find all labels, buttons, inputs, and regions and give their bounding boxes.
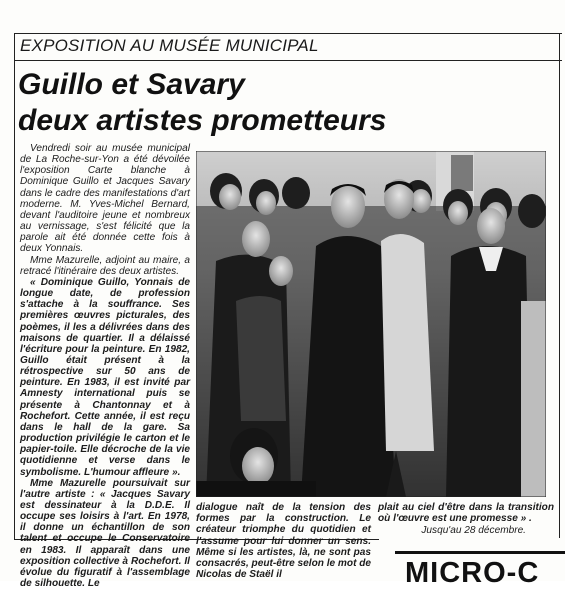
paragraph-savary-quote: Mme Mazurelle poursuivait sur l'autre artiste : « Jacques Savary est dessinateur à la D.D.E. Il occupe ses loisirs à l'art. En 1978, il donne un échantillon de son talent et occupe le Conservatoire en 1983. Il apparaît dans une exposition collective à Rochefort. Il évolue du figuratif à l'assemblage de silhouette. Le — [20, 477, 190, 590]
column-3-text: plait au ciel d'être dans la transition où l'œuvre est une promesse » . — [378, 502, 554, 525]
paragraph-intro: Vendredi soir au musée municipal de La Roche-sur-Yon a été dévoilée l'exposition Carte blanche à Dominique Guillo et Jacques Savary dans le cadre des manifestations d'art moderne. M. Yves-Michel Bernard, devant l'auditoire jeune et nombreux au vernissage, s'est félicité que la parole ait été donnée cette fois à deux Yonnais. — [20, 143, 190, 255]
kicker-divider — [14, 60, 562, 61]
exhibition-end-date-line — [378, 525, 554, 536]
exhibition-crowd-photo — [196, 151, 546, 497]
headline-line-2: deux artistes prometteurs — [18, 104, 387, 137]
paragraph-guillo-quote: « Dominique Guillo, Yonnais de longue date, de profession s'attache à la souffrance. Ses premières œuvres picturales, des poèmes, il les a délivrées dans des maisons de quartier. Il a délaissé l'écriture pour la peinture. En 1982, Guillo était présent à la rétrospective sur 50 ans de peinture. En 1983, il est invité par Amnesty international puis se présente à Chantonnay et à Rochefort. Cette année, il est reçu dans le hall de la gare. Sa production privilégie le carton et le papier-toile. Elle décroche de la vie quotidienne et verse dans le symbolisme. L'humour affleure ». — [20, 276, 190, 478]
frame-right-rule — [559, 33, 560, 538]
next-article-heading: MICRO-C — [405, 557, 540, 589]
article-column-1 — [20, 143, 190, 589]
frame-left-rule — [14, 33, 15, 539]
headline-line-1: Guillo et Savary — [18, 68, 245, 101]
article-column-3 — [378, 502, 554, 537]
exhibition-end-date: Jusqu'au 28 décembre. — [421, 525, 526, 537]
article-column-2: dialogue naît de la tension des formes par la construction. Le créateur triomphe du quotidien et l'assume pour lui donner un sens. Même si les artistes, là, ne sont pas consacrés, peut-être selon le mot de Nicolas de Staël il — [196, 502, 372, 581]
next-article-rule — [395, 551, 565, 554]
frame-top-rule — [14, 33, 562, 34]
paragraph-mazurelle: Mme Mazurelle, adjoint au maire, a retracé l'itinéraire des deux artistes. — [20, 254, 190, 277]
article-kicker: EXPOSITION AU MUSÉE MUNICIPAL — [20, 36, 319, 55]
